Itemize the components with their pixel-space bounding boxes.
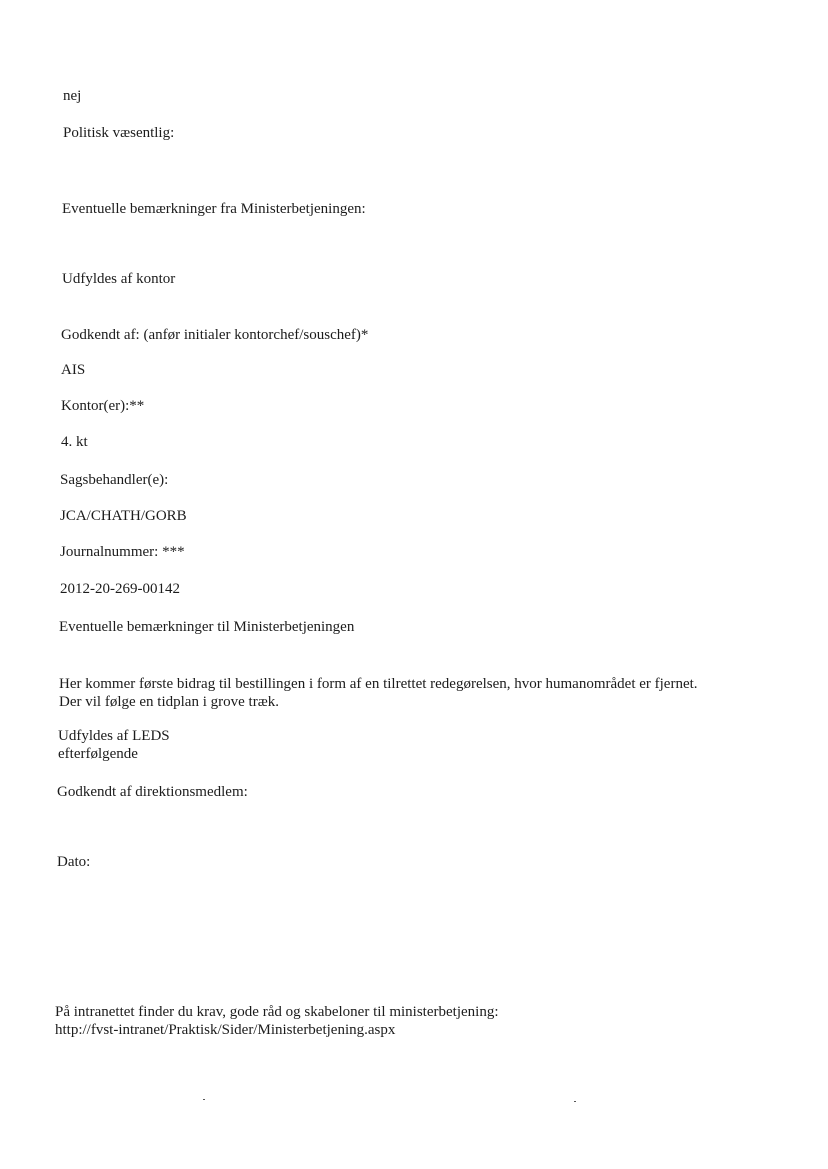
remarks-to-mb-label: Eventuelle bemærkninger til Ministerbetjeningen [59,619,355,635]
political-answer: nej [63,88,82,104]
leds-subheading: efterfølgende [58,746,138,762]
remarks-to-mb-text [59,675,698,711]
journal-value: 2012-20-269-00142 [60,581,180,597]
office-value: 4. kt [61,434,88,450]
intranet-text: På intranettet finder du krav, gode råd og skabeloner til ministerbetjening: [55,1004,499,1020]
remarks-to-mb-line-2: Der vil følge en tidplan i grove træk. [59,694,279,710]
political-label: Politisk væsentlig: [63,125,175,141]
intranet-url: http://fvst-intranet/Praktisk/Sider/Ministerbetjening.aspx [55,1022,396,1038]
intranet-footer [55,1003,498,1039]
office-label: Kontor(er):** [61,398,145,414]
approved-by-value: AIS [61,362,86,378]
remarks-from-mb-label: Eventuelle bemærkninger fra Ministerbetjeningen: [62,201,366,217]
leds-section [58,727,170,763]
remarks-to-mb-line-1: Her kommer første bidrag til bestillingen i form af en tilrettet redegørelsen, hvor humanområdet er fjernet. [59,676,698,692]
office-section-heading: Udfyldes af kontor [62,271,176,287]
scan-speck [203,1099,205,1100]
director-approval-label: Godkendt af direktionsmedlem: [57,784,248,800]
caseworker-value: JCA/CHATH/GORB [60,508,187,524]
approved-by-label: Godkendt af: (anfør initialer kontorchef/souschef)* [61,327,369,343]
leds-heading: Udfyldes af LEDS [58,728,170,744]
journal-label: Journalnummer: *** [60,544,185,560]
scan-speck [574,1101,576,1102]
date-label: Dato: [57,854,91,870]
caseworker-label: Sagsbehandler(e): [60,472,169,488]
